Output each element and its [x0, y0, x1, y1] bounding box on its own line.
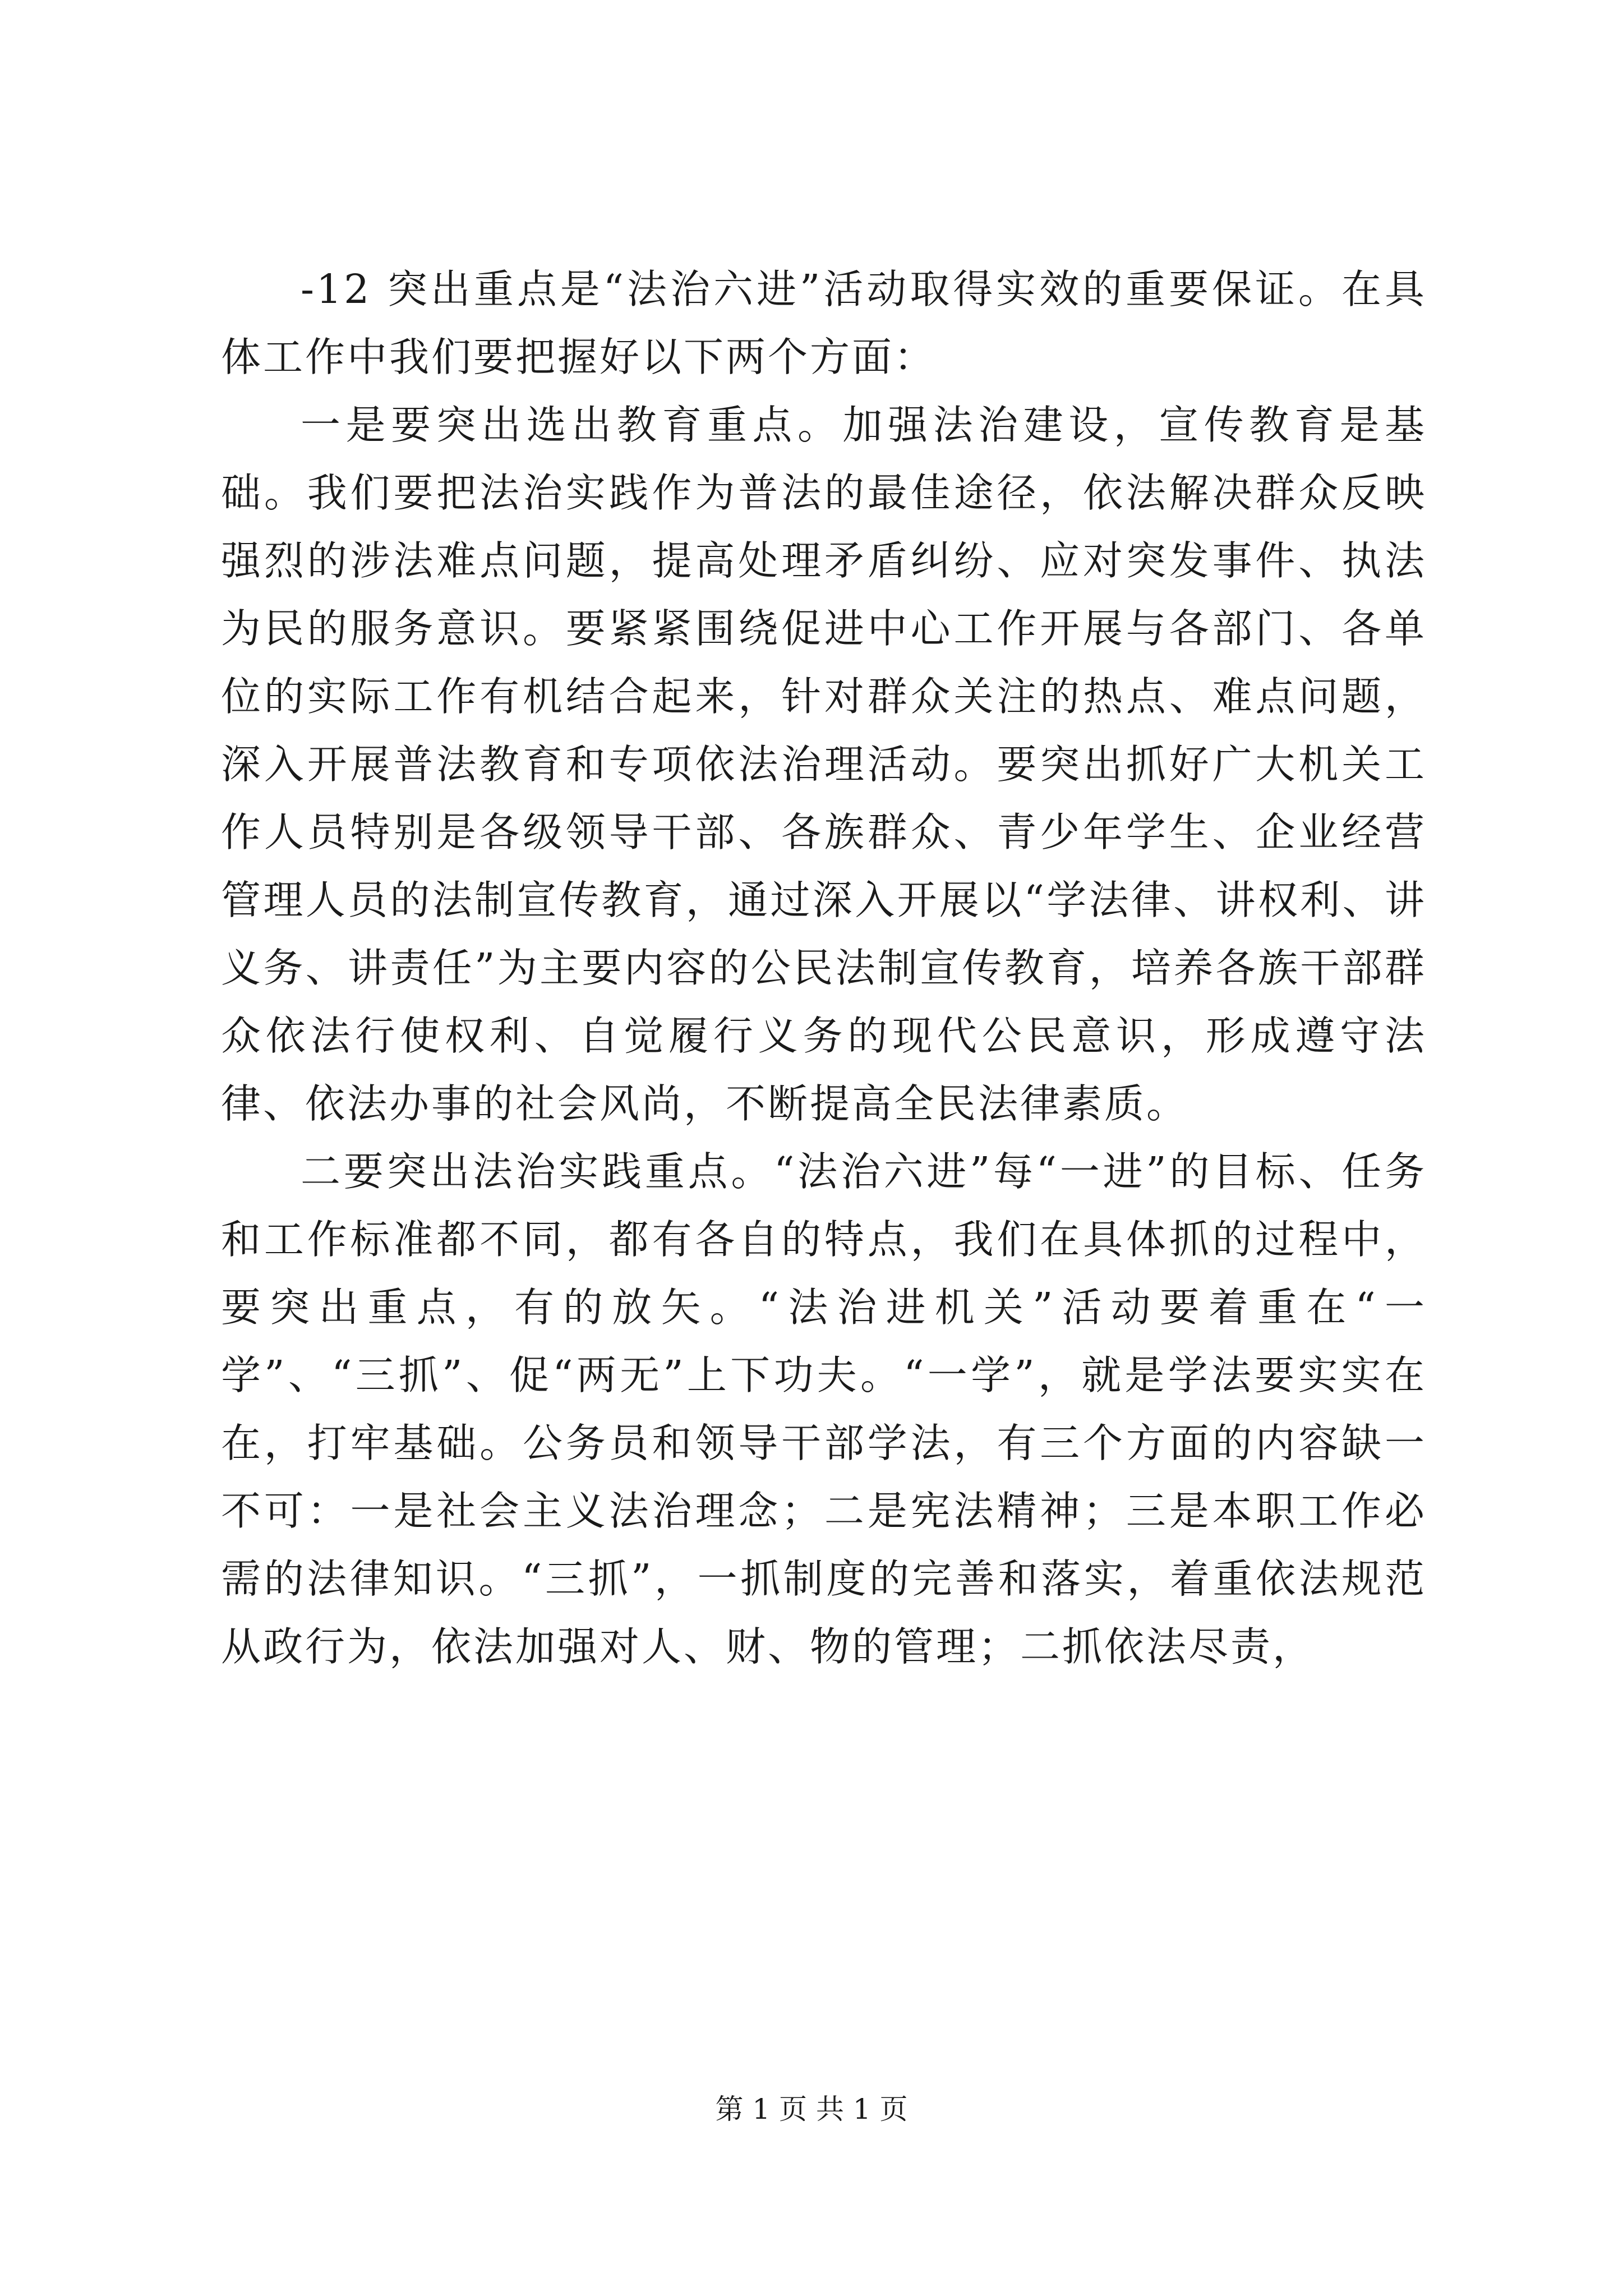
paragraph-intro: -12 突出重点是“法治六进”活动取得实效的重要保证。在具体工作中我们要把握好以下两个方面： — [221, 266, 1427, 380]
document-body — [221, 255, 1427, 1681]
paragraph-education-focus: 一是要突出选出教育重点。加强法治建设，宣传教育是基础。我们要把法治实践作为普法的最佳途径，依法解决群众反映强烈的涉法难点问题，提高处理矛盾纠纷、应对突发事件、执法为民的服务意识。要紧紧围绕促进中心工作开展与各部门、各单位的实际工作有机结合起来，针对群众关注的热点、难点问题，深入开展普法教育和专项依法治理活动。要突出抓好广大机关工作人员特别是各级领导干部、各族群众、青少年学生、企业经营管理人员的法制宣传教育，通过深入开展以“学法律、讲权利、讲义务、讲责任”为主要内容的公民法制宣传教育，培养各族干部群众依法行使权利、自觉履行义务的现代公民意识，形成遵守法律、依法办事的社会风尚，不断提高全民法律素质。 — [221, 402, 1427, 1127]
page-footer — [0, 2090, 1623, 2129]
page-number-label: 第 1 页 共 1 页 — [715, 2093, 908, 2125]
paragraph-practice-focus: 二要突出法治实践重点。“法治六进”每“一进”的目标、任务和工作标准都不同，都有各自的特点，我们在具体抓的过程中，要突出重点，有的放矢。“法治进机关”活动要着重在“一学”、“三抓”、促“两无”上下功夫。“一学”，就是学法要实实在在，打牢基础。公务员和领导干部学法，有三个方面的内容缺一不可：一是社会主义法治理念；二是宪法精神；三是本职工作必需的法律知识。“三抓”，一抓制度的完善和落实，着重依法规范从政行为，依法加强对人、财、物的管理；二抓依法尽责， — [221, 1148, 1427, 1670]
